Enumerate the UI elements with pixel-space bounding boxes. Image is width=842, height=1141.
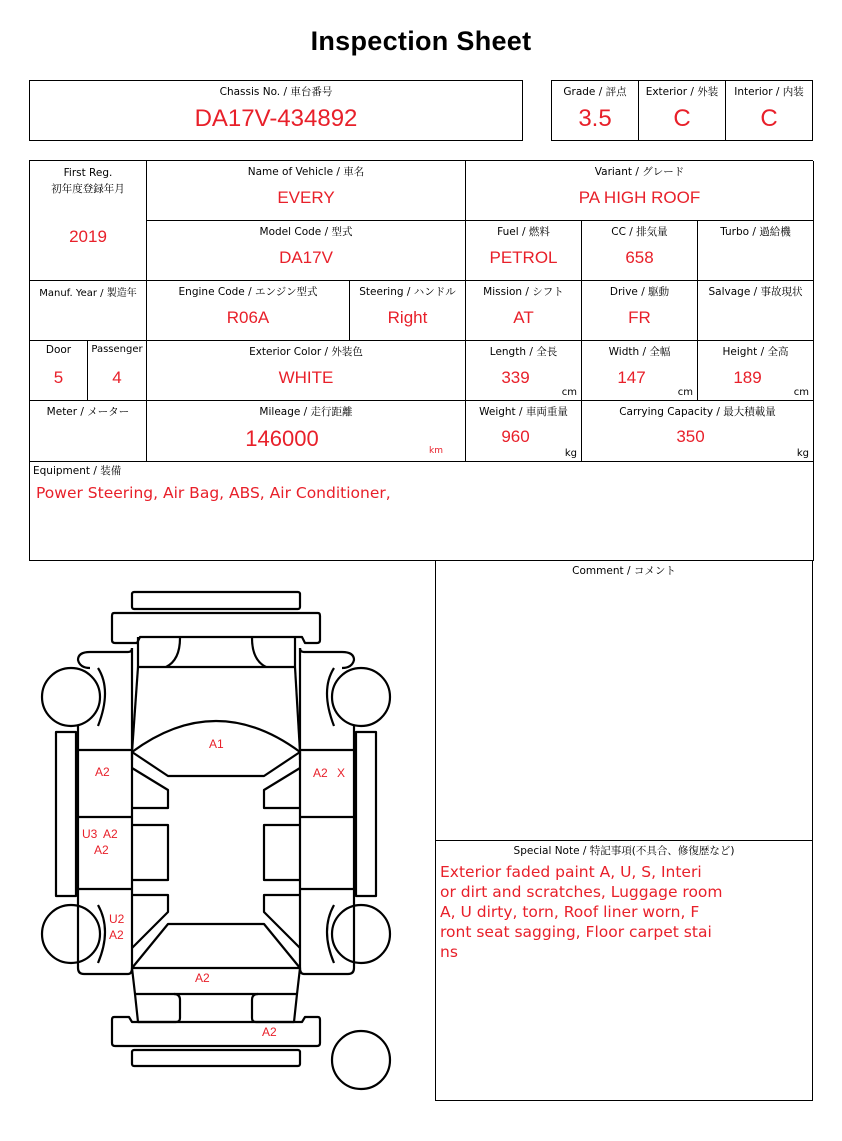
spare-wheel [332, 1031, 390, 1089]
meter-label: Meter / メーター [46, 406, 130, 418]
height-value: 189 [733, 368, 762, 387]
exterior-value: C [673, 105, 691, 132]
equipment-label: Equipment / 装備 [33, 465, 122, 477]
right-front-wheel [332, 668, 390, 726]
chassis-value: DA17V-434892 [194, 105, 358, 132]
steering-value: Right [387, 308, 428, 327]
rear-step-bar [132, 1050, 300, 1066]
cc-label: CC / 排気量 [611, 226, 668, 238]
height-label: Height / 全高 [722, 346, 789, 358]
special-note-line: ront seat sagging, Floor carpet stai [440, 923, 712, 941]
front-right-lamp [252, 638, 266, 667]
fuel-label: Fuel / 燃料 [497, 226, 550, 238]
door-value: 5 [53, 368, 64, 387]
page-title: Inspection Sheet [310, 26, 532, 56]
turbo-label: Turbo / 過給機 [720, 226, 791, 238]
chassis-label: Chassis No. / 車台番号 [219, 86, 333, 98]
engine-code-label: Engine Code / エンジン型式 [178, 286, 318, 298]
damage-mark-left-front-door-a2-b: A2 [94, 843, 109, 857]
left-middle-seat [132, 825, 168, 880]
length-value: 339 [501, 368, 530, 387]
damage-mark-left-front-door-a2: A2 [103, 827, 118, 841]
salvage-label: Salvage / 事故現状 [708, 286, 803, 298]
damage-mark-left-rear-u2: U2 [109, 912, 125, 926]
special-note-line: or dirt and scratches, Luggage room [440, 883, 723, 901]
capacity-value: 350 [676, 427, 705, 446]
cc-value: 658 [625, 248, 654, 267]
first-reg-value: 2019 [69, 227, 107, 246]
damage-mark-right-front-fender: A2 [313, 766, 328, 780]
interior-value: C [760, 105, 778, 132]
front-panel [138, 637, 295, 667]
steering-label: Steering / ハンドル [359, 286, 456, 298]
drive-value: FR [628, 308, 651, 327]
front-grille-bar [132, 592, 300, 609]
width-label: Width / 全幅 [608, 346, 671, 358]
mileage-value: 146000 [245, 426, 319, 451]
rear-bumper [112, 1017, 320, 1046]
right-front-seat [264, 768, 300, 808]
mileage-label: Mileage / 走行距離 [259, 406, 353, 418]
front-left-lamp [166, 638, 180, 667]
right-middle-seat [264, 825, 300, 880]
damage-mark-left-front-door-u3: U3 [82, 827, 98, 841]
exterior-color-value: WHITE [278, 368, 334, 387]
right-rear-wheel [332, 905, 390, 963]
first-reg-label-en: First Reg. [63, 167, 113, 179]
weight-value: 960 [501, 427, 530, 446]
mission-label: Mission / シフト [483, 286, 564, 298]
weight-unit: kg [564, 448, 577, 459]
equipment-value: Power Steering, Air Bag, ABS, Air Conditioner, [36, 484, 391, 502]
model-code-label: Model Code / 型式 [259, 226, 353, 238]
special-note-line: A, U dirty, torn, Roof liner worn, F [440, 903, 700, 921]
passenger-label: Passenger [91, 344, 143, 355]
rear-window [132, 924, 300, 968]
left-tail-lamp [135, 994, 180, 1022]
damage-mark-back-door: A2 [195, 971, 210, 985]
damage-mark-rear-bumper: A2 [262, 1025, 277, 1039]
left-side-sill [56, 732, 76, 896]
damage-mark-left-rear-a2: A2 [109, 928, 124, 942]
right-rear-panel [264, 895, 300, 948]
left-front-fender-top [78, 648, 132, 668]
length-label: Length / 全長 [489, 346, 558, 358]
left-rear-wheel [42, 905, 100, 963]
damage-mark-hood: A1 [209, 737, 224, 751]
grade-value: 3.5 [578, 105, 612, 132]
special-note-label: Special Note / 特記事項(不具合、修復歴など) [513, 845, 735, 857]
name-label: Name of Vehicle / 車名 [247, 166, 365, 178]
left-front-seat [132, 768, 168, 808]
drive-label: Drive / 駆動 [609, 286, 670, 298]
special-note-line: Exterior faded paint A, U, S, Interi [440, 863, 702, 881]
width-unit: cm [677, 387, 693, 398]
interior-label: Interior / 内装 [734, 86, 804, 98]
comment-label: Comment / コメント [572, 565, 676, 577]
variant-value: PA HIGH ROOF [578, 188, 701, 207]
passenger-value: 4 [112, 368, 122, 387]
width-value: 147 [617, 368, 646, 387]
left-front-wheel [42, 668, 100, 726]
mission-value: AT [513, 308, 534, 327]
first-reg-label-jp: 初年度登録年月 [51, 183, 125, 195]
name-value: EVERY [277, 188, 335, 207]
variant-label: Variant / グレード [594, 166, 685, 178]
exterior-label: Exterior / 外装 [645, 86, 719, 98]
damage-mark-left-front-fender: A2 [95, 765, 110, 779]
grade-label: Grade / 評点 [563, 86, 627, 98]
capacity-unit: kg [796, 448, 809, 459]
length-unit: cm [561, 387, 577, 398]
weight-label: Weight / 車両重量 [479, 406, 568, 418]
fuel-value: PETROL [489, 248, 558, 267]
front-bumper [112, 613, 320, 643]
model-code-value: DA17V [279, 248, 333, 267]
engine-code-value: R06A [226, 308, 270, 327]
capacity-label: Carrying Capacity / 最大積載量 [619, 406, 776, 418]
dash-line [132, 752, 300, 776]
mileage-unit: km [429, 446, 443, 456]
right-side-sill [356, 732, 376, 896]
height-unit: cm [793, 387, 809, 398]
back-door [132, 968, 300, 994]
left-rear-panel [132, 895, 168, 948]
right-tail-lamp [252, 994, 297, 1022]
door-label: Door [45, 344, 72, 356]
exterior-color-label: Exterior Color / 外装色 [249, 346, 363, 358]
manuf-year-label: Manuf. Year / 製造年 [39, 288, 137, 299]
damage-mark-right-front-fender-x: X [337, 766, 346, 780]
right-front-fender-top [300, 648, 354, 668]
special-note-line: ns [440, 943, 458, 961]
